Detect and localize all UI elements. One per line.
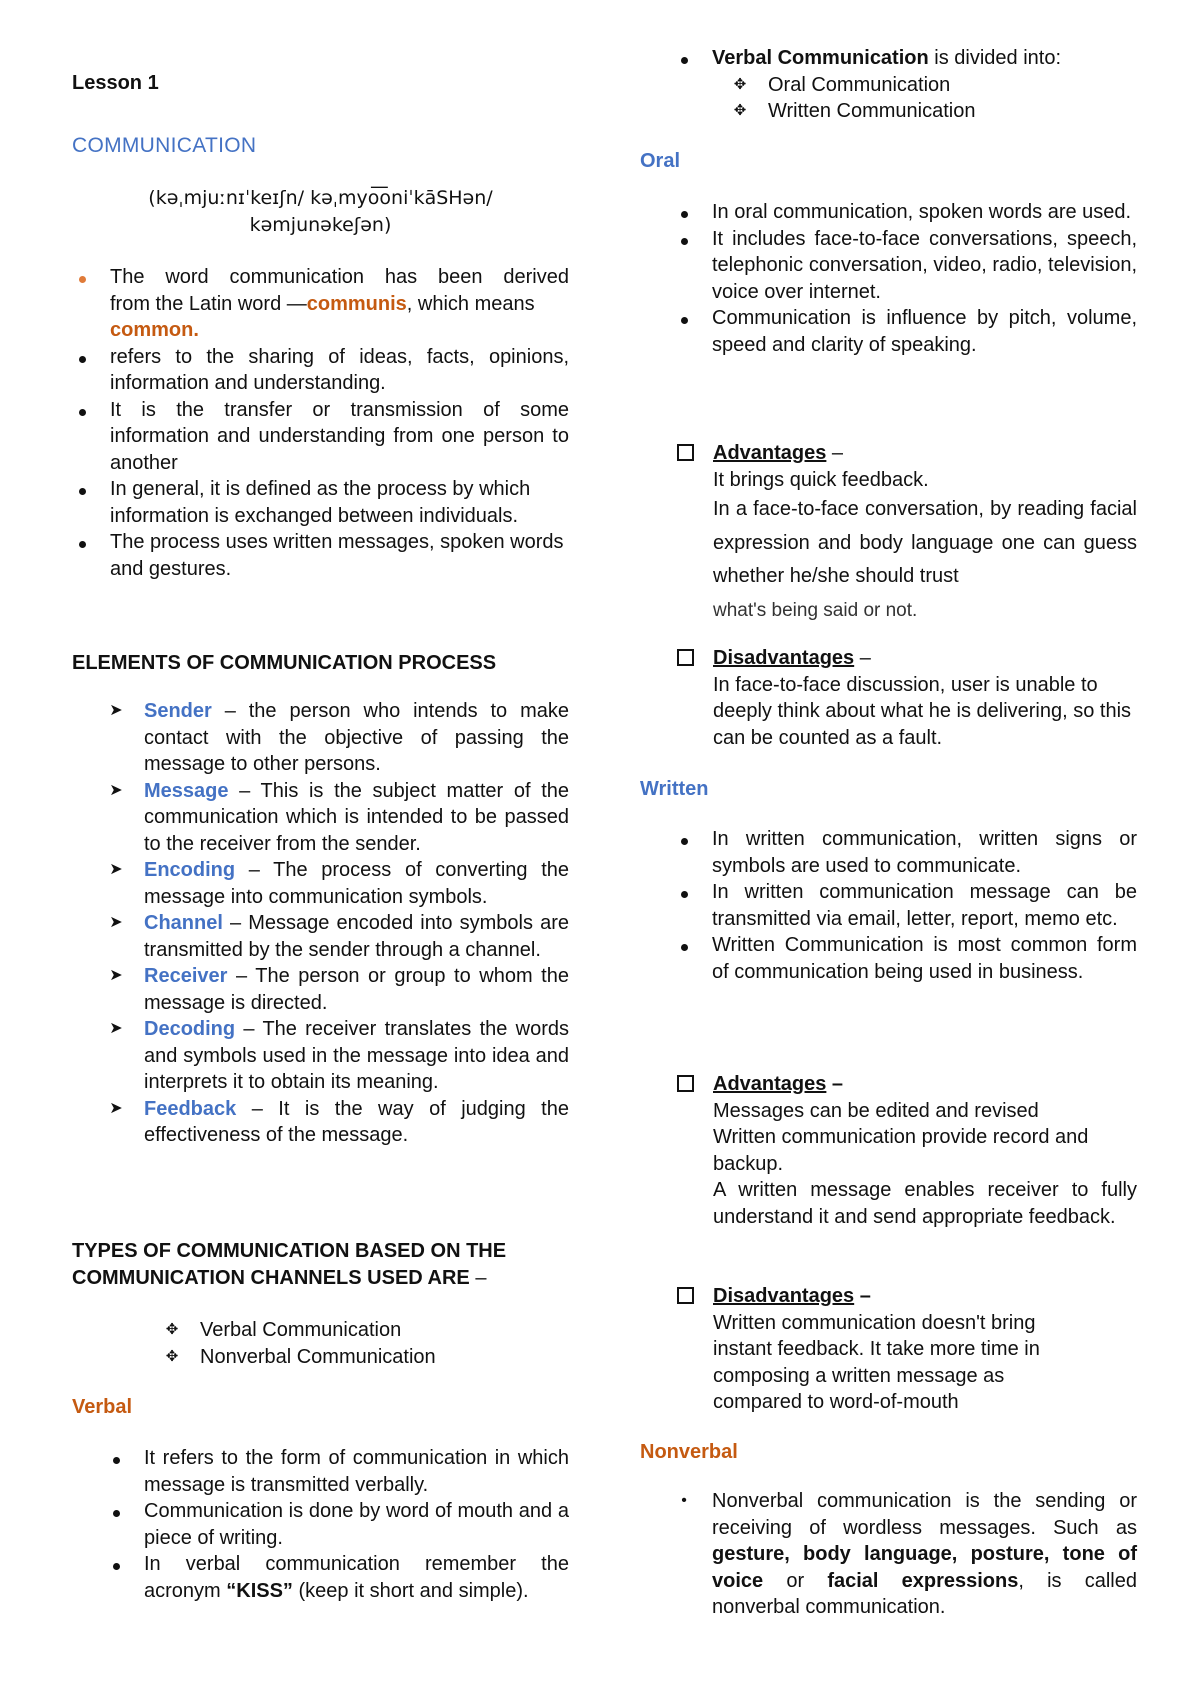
oral-list bbox=[712, 199, 1137, 358]
list-item: It includes face-to-face conversations, speech, telephonic conversation, video, radio, television, voice over internet. bbox=[712, 226, 1137, 306]
arrow-bullet-icon: ➤ bbox=[109, 702, 123, 719]
page-title: COMMUNICATION bbox=[72, 134, 257, 157]
verbal-heading: Verbal bbox=[72, 1396, 133, 1418]
list-item: ✥ Nonverbal Communication bbox=[200, 1344, 560, 1371]
arrow-bullet-icon: ➤ bbox=[109, 967, 123, 984]
arrow-bullet-icon: ➤ bbox=[109, 1020, 123, 1037]
arrow-bullet-icon: ➤ bbox=[109, 781, 123, 799]
bullet-icon bbox=[113, 1510, 120, 1517]
list-item: ➤ Sender – the person who intends to make contact with the objective of passing the message to other persons. bbox=[144, 698, 569, 778]
written-heading: Written bbox=[640, 778, 709, 800]
bullet-icon: • bbox=[681, 1492, 687, 1509]
list-item: In oral communication, spoken words are used. bbox=[712, 199, 1137, 226]
written-list bbox=[712, 826, 1137, 985]
list-item: ➤ Encoding – The process of converting the message into communication symbols. bbox=[144, 857, 569, 910]
list-item: ✥ Written Communication bbox=[768, 98, 1137, 125]
list-item: • Nonverbal communication is the sending or receiving of wordless messages. Such as gesture, body language, posture, tone of voice or facial expressions, is called nonverbal communication. bbox=[712, 1488, 1137, 1621]
checkbox-square-icon bbox=[677, 1287, 694, 1304]
list-item: The process uses written messages, spoken words and gestures. bbox=[110, 529, 569, 582]
oral-disadvantages: Disadvantages – In face-to-face discussion, user is unable to deeply think about what he is delivering, so this can be counted as a fault. bbox=[713, 645, 1137, 751]
list-item: Communication is done by word of mouth and a piece of writing. bbox=[144, 1498, 569, 1551]
bullet-icon bbox=[79, 409, 86, 416]
checkbox-square-icon bbox=[677, 444, 694, 461]
list-item: It refers to the form of communication in which message is transmitted verbally. bbox=[144, 1445, 569, 1498]
arrow-bullet-icon: ➤ bbox=[109, 914, 123, 931]
types-list bbox=[165, 1317, 560, 1370]
pronunciation bbox=[72, 185, 569, 238]
written-advantages: Advantages – Messages can be edited and revised Written communication provide record and backup. A written message enables receiver to fully understand it and send appropriate feedback. bbox=[713, 1071, 1137, 1230]
bullet-icon bbox=[681, 57, 688, 64]
checkbox-square-icon bbox=[677, 649, 694, 666]
oral-heading: Oral bbox=[640, 150, 681, 172]
bullet-icon bbox=[79, 356, 86, 363]
list-item: Written Communication is most common form of communication being used in business. bbox=[712, 932, 1137, 985]
list-item: In verbal communication remember the acronym “KISS” (keep it short and simple). bbox=[144, 1551, 569, 1604]
bullet-icon bbox=[113, 1457, 120, 1464]
list-item: It is the transfer or transmission of some information and understanding from one person to another bbox=[110, 397, 569, 477]
oral-advantages: Advantages – It brings quick feedback. In a face-to-face conversation, by reading facial expression and body language one can guess whether he/she should trust what's being said or not. bbox=[713, 440, 1137, 627]
bullet-icon bbox=[681, 238, 688, 245]
bullet-icon bbox=[79, 488, 86, 495]
verbal-division bbox=[712, 45, 1137, 125]
bullet-icon bbox=[681, 211, 688, 218]
nonverbal-list bbox=[681, 1488, 1137, 1621]
diamond-bullet-icon: ✥ bbox=[733, 75, 747, 93]
pronunciation-line-2: kəmjunəkeʃən) bbox=[249, 213, 392, 236]
list-item: ➤ Decoding – The receiver translates the words and symbols used in the message into idea and interprets it to obtain its meaning. bbox=[144, 1016, 569, 1096]
bullet-icon bbox=[681, 944, 688, 951]
list-item: Verbal Communication is divided into: bbox=[712, 45, 1137, 72]
bullet-icon bbox=[681, 838, 688, 845]
bullet-icon bbox=[681, 891, 688, 898]
types-heading: TYPES OF COMMUNICATION BASED ON THE COMMUNICATION CHANNELS USED ARE – bbox=[72, 1240, 507, 1289]
written-disadvantages: Disadvantages – Written communication doesn't bring instant feedback. It take more time in composing a written message as compared to word-of-mouth bbox=[713, 1283, 1137, 1416]
list-item: refers to the sharing of ideas, facts, opinions, information and understanding. bbox=[110, 344, 569, 397]
definition-list bbox=[110, 264, 569, 582]
list-item: The word communication has been derived from the Latin word —communis, which means common. bbox=[110, 264, 569, 344]
elements-heading: ELEMENTS OF COMMUNICATION PROCESS bbox=[72, 652, 497, 674]
diamond-bullet-icon: ✥ bbox=[733, 102, 747, 119]
bullet-icon bbox=[79, 541, 86, 548]
verbal-list bbox=[144, 1445, 569, 1604]
bullet-icon bbox=[79, 276, 86, 283]
list-item: ➤ Receiver – The person or group to whom the message is directed. bbox=[144, 963, 569, 1016]
list-item: In general, it is defined as the process by which information is exchanged between individuals. bbox=[110, 476, 569, 529]
list-item: In written communication, written signs or symbols are used to communicate. bbox=[712, 826, 1137, 879]
bullet-icon bbox=[681, 317, 688, 324]
nonverbal-heading: Nonverbal bbox=[640, 1441, 738, 1463]
list-item: Communication is influence by pitch, volume, speed and clarity of speaking. bbox=[712, 305, 1137, 358]
list-item: ➤ Channel – Message encoded into symbols are transmitted by the sender through a channel. bbox=[144, 910, 569, 963]
list-item: In written communication message can be transmitted via email, letter, report, memo etc. bbox=[712, 879, 1137, 932]
elements-list bbox=[109, 698, 569, 1149]
diamond-bullet-icon: ✥ bbox=[165, 1347, 179, 1365]
bullet-icon bbox=[113, 1563, 120, 1570]
lesson-label: Lesson 1 bbox=[72, 72, 159, 94]
list-item: ➤ Feedback – It is the way of judging the effectiveness of the message. bbox=[144, 1096, 569, 1149]
arrow-bullet-icon: ➤ bbox=[109, 1099, 123, 1117]
list-item: ✥ Verbal Communication bbox=[200, 1317, 560, 1344]
diamond-bullet-icon: ✥ bbox=[165, 1321, 179, 1338]
list-item: ➤ Message – This is the subject matter of the communication which is intended to be passed to the receiver from the sender. bbox=[144, 778, 569, 858]
pronunciation-line-1: (kəˌmjuːnɪˈkeɪʃn/ kəˌmyo͞oniˈkāSHən/ bbox=[148, 187, 493, 209]
arrow-bullet-icon: ➤ bbox=[109, 861, 123, 878]
checkbox-square-icon bbox=[677, 1075, 694, 1092]
list-item: ✥ Oral Communication bbox=[768, 72, 1137, 99]
